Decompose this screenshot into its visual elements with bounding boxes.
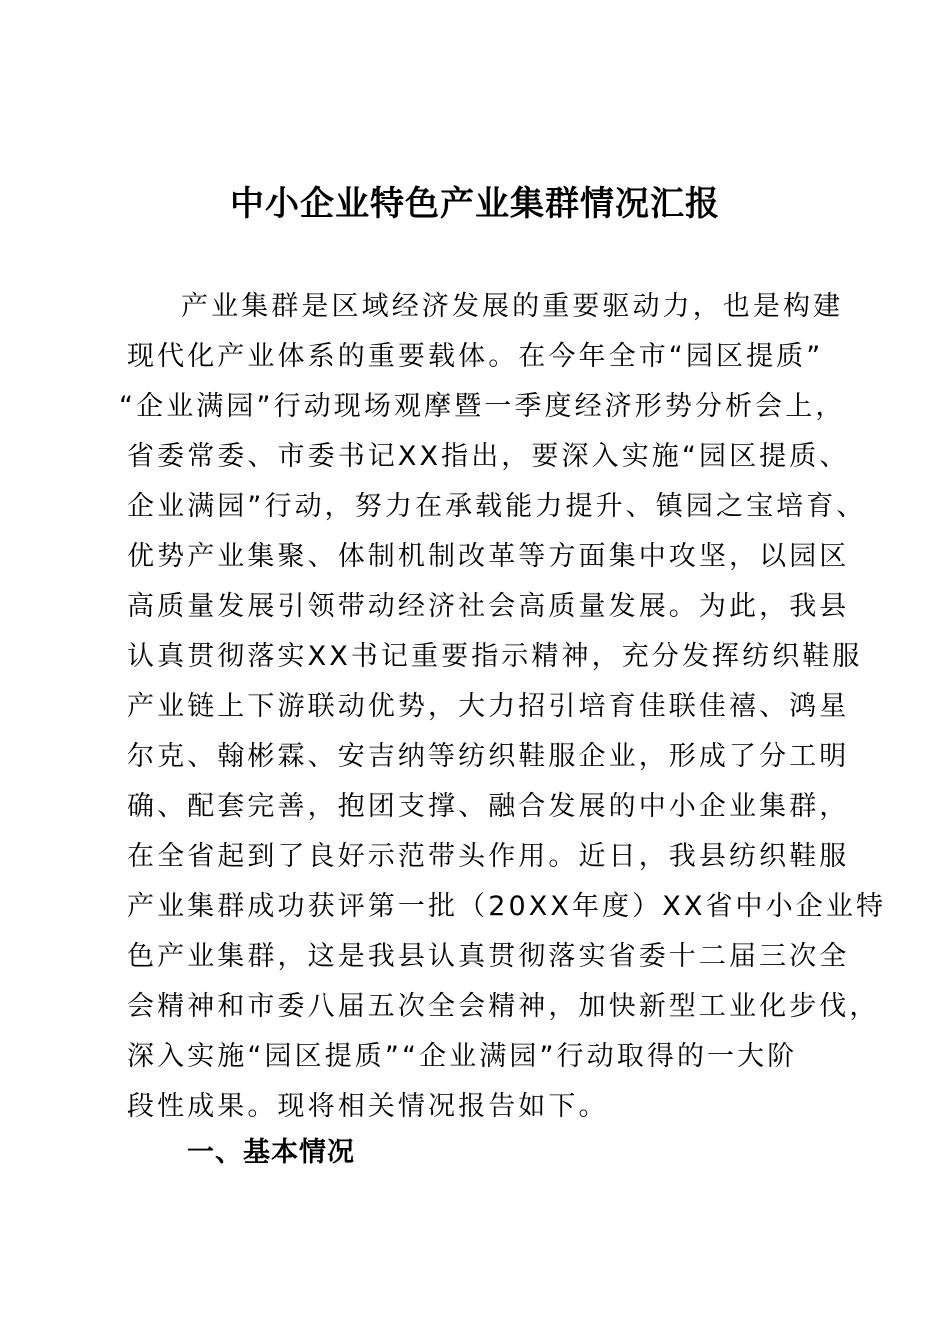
paragraph-line: 认真贯彻落实XX书记重要指示精神，充分发挥纺织鞋服: [127, 641, 863, 672]
paragraph-line: 在全省起到了良好示范带头作用。近日，我县纺织鞋服: [127, 841, 850, 872]
paragraph-line: 段性成果。现将相关情况报告如下。: [127, 1091, 609, 1122]
paragraph-line: 产业集群成功获评第一批（20XX年度）XX省中小企业特: [127, 891, 887, 922]
paragraph-line: 优势产业集聚、体制机制改革等方面集中攻坚，以园区: [127, 541, 850, 572]
paragraph-line: 色产业集群，这是我县认真贯彻落实省委十二届三次全: [127, 941, 850, 972]
intro-paragraph: [119, 282, 887, 1132]
paragraph-line: 会精神和市委八届五次全会精神，加快新型工业化步伐，: [127, 991, 880, 1022]
paragraph-line: 企业满园”行动，努力在承载能力提升、镇园之宝培育、: [127, 491, 867, 522]
section-heading: 一、基本情况: [187, 1137, 355, 1168]
paragraph-line: 现代化产业体系的重要载体。在今年全市“园区提质”: [127, 341, 824, 372]
paragraph-line: 省委常委、市委书记XX指出，要深入实施“园区提质、: [127, 441, 850, 472]
paragraph-line: 深入实施“园区提质”“企业满园”行动取得的一大阶: [127, 1041, 798, 1072]
paragraph-line: 产业链上下游联动优势，大力招引培育佳联佳禧、鸿星: [127, 691, 850, 722]
paragraph-line: 尔克、翰彬霖、安吉纳等纺织鞋服企业，形成了分工明: [127, 741, 850, 772]
paragraph-line: 确、配套完善，抱团支撑、融合发展的中小企业集群，: [127, 791, 850, 822]
paragraph-line: 产业集群是区域经济发展的重要驱动力，也是构建: [181, 291, 844, 322]
paragraph-line: 高质量发展引领带动经济社会高质量发展。为此，我县: [127, 591, 850, 622]
document-title: 中小企业特色产业集群情况汇报: [230, 184, 720, 224]
paragraph-line: “企业满园”行动现场观摩暨一季度经济形势分析会上，: [119, 391, 846, 422]
